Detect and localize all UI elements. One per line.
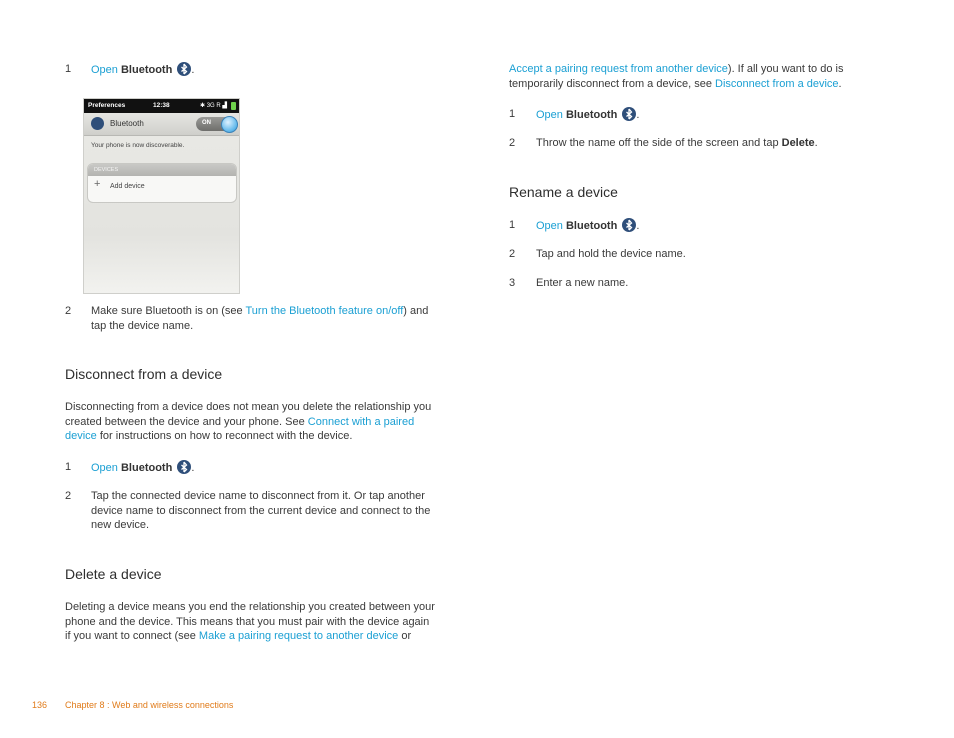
status-app-title: Preferences [88, 102, 126, 109]
bluetooth-icon [177, 460, 191, 474]
disconnect-step-2: 2 Tap the connected device name to disconnect from it. Or tap another device name to disconnect from the current device and connect to the new device. [65, 490, 431, 531]
connect-paired-device-link-cont[interactable]: device [65, 430, 97, 442]
delete-paragraph: Deleting a device means you end the relationship you created between your phone and the device. This means that you must pair with the device again if you want to connect (see Make a pairing request to another device or [65, 601, 435, 642]
toggle-label: ON [202, 120, 211, 126]
battery-icon [231, 102, 236, 110]
open-link[interactable]: Open [91, 462, 118, 474]
step-number: 2 [65, 305, 72, 317]
page-number: 136 [32, 700, 48, 710]
bluetooth-icon [177, 62, 191, 76]
accept-pairing-request-link[interactable]: Accept a pairing request from another device [509, 63, 728, 75]
bluetooth-icon [622, 107, 636, 121]
connect-paired-device-link[interactable]: Connect with a paired [307, 415, 415, 428]
status-indicators: ✱ 3G R ▟ [200, 103, 227, 109]
open-link[interactable]: Open [91, 64, 118, 76]
open-link[interactable]: Open [536, 109, 563, 121]
status-time: 12:38 [153, 102, 170, 109]
status-bar [84, 99, 239, 113]
rename-heading: Rename a device [509, 184, 618, 200]
bluetooth-title: Bluetooth [110, 119, 144, 128]
add-icon: + [94, 178, 101, 190]
right-continuation: Accept a pairing request from another device). If all you want to do is temporarily disconnect from a device, see Disconnect from a device. [509, 63, 844, 90]
bluetooth-app-name: Bluetooth [120, 64, 173, 76]
bluetooth-screenshot [83, 98, 240, 294]
bluetooth-title-bar [84, 113, 239, 136]
add-device-button[interactable]: Add device [110, 183, 145, 190]
open-link[interactable]: Open [536, 220, 563, 232]
disconnect-device-link[interactable]: Disconnect from a device [715, 77, 839, 90]
left-step-2: 2 Make sure Bluetooth is on (see Turn the Bluetooth feature on/off) and tap the device name. [65, 305, 429, 332]
disconnect-heading: Disconnect from a device [65, 366, 223, 382]
bluetooth-on-off-link[interactable]: Turn the Bluetooth feature on/off [245, 305, 404, 317]
devices-group [87, 163, 237, 203]
delete-heading: Delete a device [65, 566, 162, 582]
chapter-footer: Chapter 8 : Web and wireless connections [65, 700, 234, 710]
devices-header: DEVICES [88, 164, 236, 176]
toggle-knob[interactable] [221, 116, 238, 133]
bluetooth-app-icon [91, 117, 104, 130]
bluetooth-icon [622, 218, 636, 232]
discoverable-message: Your phone is now discoverable. [91, 142, 185, 149]
bluetooth-toggle[interactable] [196, 117, 236, 131]
make-pairing-request-link[interactable]: Make a pairing request to another device [198, 630, 399, 642]
disconnect-paragraph: Disconnecting from a device does not mean you delete the relationship you created between the device and your phone. See Connect with a paired device for instructions on how to reconnect with the device. [65, 401, 432, 442]
step-number: 1 [65, 63, 72, 75]
